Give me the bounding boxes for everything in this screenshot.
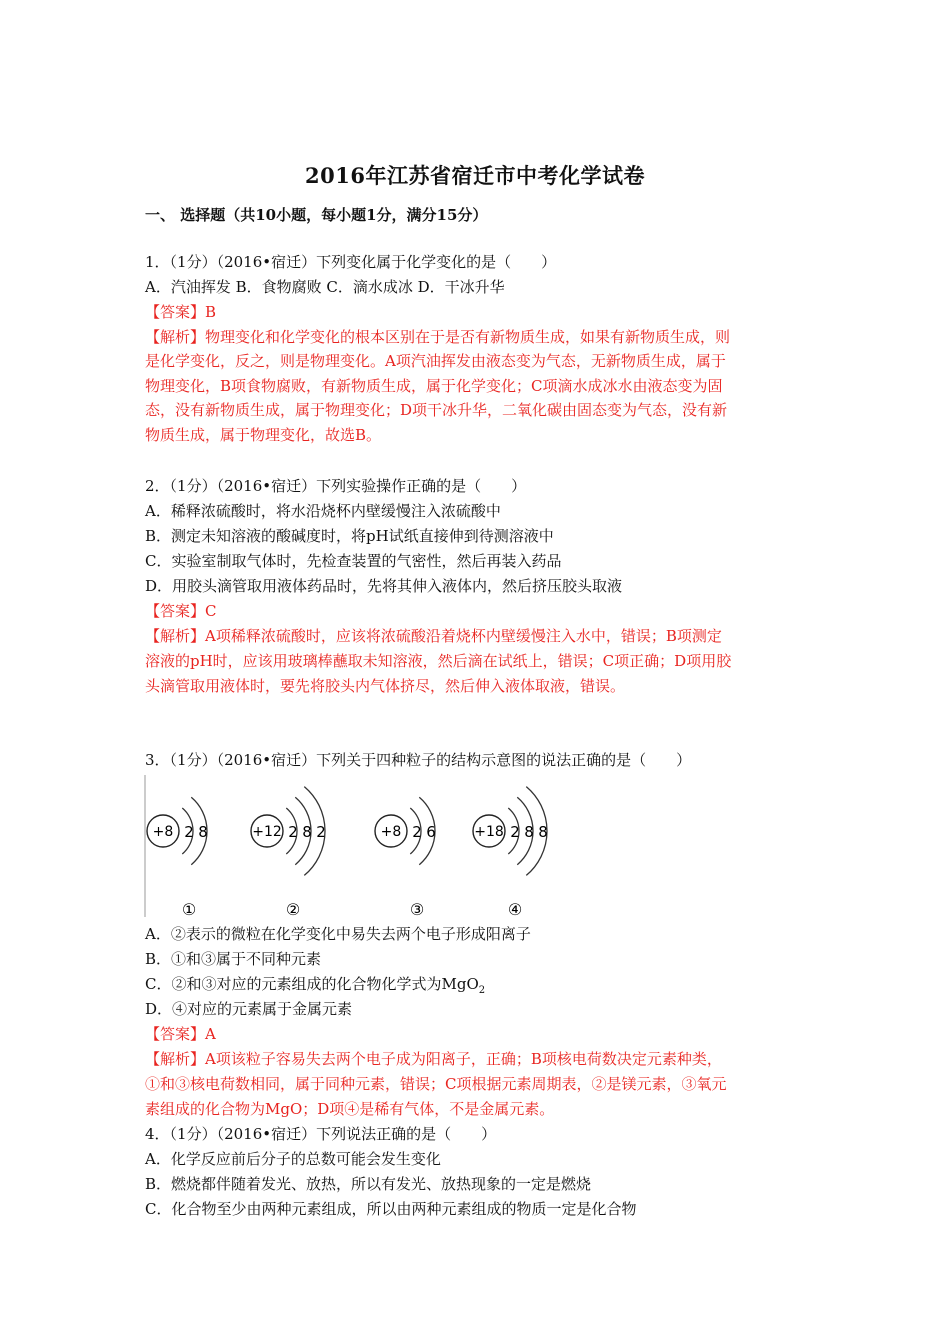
page-title: 2016年江苏省宿迁市中考化学试卷	[305, 163, 645, 188]
particle-diagram	[375, 797, 436, 919]
q1-analysis-line: 物质生成，属于物理变化，故选B。	[145, 426, 382, 444]
nucleus-charge: +8	[152, 824, 174, 840]
q1-stem: 1．（1分）（2016•宿迁）下列变化属于化学变化的是（ ）	[145, 253, 557, 271]
particle-label: ②	[285, 900, 301, 919]
particle-label: ④	[507, 900, 523, 919]
nucleus-charge: +12	[252, 824, 282, 840]
q1-analysis-line: 物理变化，B项食物腐败，有新物质生成，属于化学变化；C项滴水成冰水由液态变为固	[145, 377, 723, 395]
q4-option-c: C．化合物至少由两种元素组成，所以由两种元素组成的物质一定是化合物	[145, 1200, 637, 1218]
q2-option-d: D．用胶头滴管取用液体药品时，先将其伸入液体内，然后挤压胶头取液	[145, 577, 623, 595]
q3-stem: 3．（1分）（2016•宿迁）下列关于四种粒子的结构示意图的说法正确的是（ ）	[145, 751, 692, 769]
electron-count: 2	[412, 823, 422, 841]
q3-option-b: B．①和③属于不同种元素	[145, 950, 322, 968]
electron-count: 8	[538, 823, 548, 841]
q1-analysis-line: 态，没有新物质生成，属于物理变化；D项干冰升华，二氧化碳由固态变为气态，没有新	[145, 401, 728, 419]
q3-option-c-subscript: 2	[478, 985, 486, 996]
q4-stem: 4．（1分）（2016•宿迁）下列说法正确的是（ ）	[145, 1125, 497, 1143]
electron-count: 2	[510, 823, 520, 841]
q1-analysis-line: 【解析】物理变化和化学变化的根本区别在于是否有新物质生成，如果有新物质生成，则	[145, 328, 731, 346]
q2-option-a: A．稀释浓硫酸时，将水沿烧杯内壁缓慢注入浓硫酸中	[145, 502, 501, 520]
electron-count: 8	[524, 823, 534, 841]
q2-analysis-line: 溶液的pH时，应该用玻璃棒蘸取未知溶液，然后滴在试纸上，错误；C项正确；D项用胶	[145, 652, 732, 670]
q1-answer: 【答案】B	[145, 303, 217, 321]
particle-diagram	[147, 797, 208, 919]
q2-analysis-line: 头滴管取用液体时，要先将胶头内气体挤尽，然后伸入液体取液，错误。	[145, 677, 626, 695]
q2-option-b: B．测定未知溶液的酸碱度时，将pH试纸直接伸到待测溶液中	[145, 527, 554, 545]
q3-analysis-line: 【解析】A项该粒子容易失去两个电子成为阳离子，正确；B项核电荷数决定元素种类，	[145, 1050, 722, 1068]
electron-count: 8	[302, 823, 312, 841]
q3-analysis-line: ①和③核电荷数相同，属于同种元素，错误；C项根据元素周期表，②是镁元素，③氧元	[145, 1075, 727, 1093]
particle-diagram	[251, 787, 326, 919]
q1-analysis-line: 是化学变化，反之，则是物理变化。A项汽油挥发由液态变为气态，无新物质生成，属于	[145, 352, 726, 370]
q4-option-b: B．燃烧都伴随着发光、放热，所以有发光、放热现象的一定是燃烧	[145, 1175, 592, 1193]
q3-answer: 【答案】A	[145, 1025, 216, 1043]
q4-option-a: A．化学反应前后分子的总数可能会发生变化	[145, 1150, 441, 1168]
section-heading: 一、 选择题（共10小题，每小题1分，满分15分）	[145, 206, 488, 224]
electron-count: 2	[184, 823, 194, 841]
particle-label: ③	[409, 900, 425, 919]
q3-option-d: D．④对应的元素属于金属元素	[145, 1000, 353, 1018]
q2-stem: 2．（1分）（2016•宿迁）下列实验操作正确的是（ ）	[145, 477, 527, 495]
electron-count: 6	[426, 823, 436, 841]
particle-diagram	[473, 787, 548, 919]
electron-count: 2	[288, 823, 298, 841]
q1-options: A．汽油挥发 B．食物腐败 C．滴水成冰 D．干冰升华	[145, 278, 505, 296]
q3-option-c	[145, 974, 485, 1001]
q3-option-a: A．②表示的微粒在化学变化中易失去两个电子形成阳离子	[145, 925, 531, 943]
nucleus-charge: +18	[474, 824, 504, 840]
electron-count: 2	[316, 823, 326, 841]
electron-count: 8	[198, 823, 208, 841]
q3-option-c-text: C．②和③对应的元素组成的化合物化学式为MgO	[145, 975, 479, 993]
atomic-structure-diagram	[143, 773, 573, 919]
q2-option-c: C．实验室制取气体时，先检查装置的气密性，然后再装入药品	[145, 552, 562, 570]
nucleus-charge: +8	[380, 824, 402, 840]
particle-label: ①	[181, 900, 197, 919]
q2-analysis-line: 【解析】A项稀释浓硫酸时，应该将浓硫酸沿着烧杯内壁缓慢注入水中，错误；B项测定	[145, 627, 722, 645]
q2-answer: 【答案】C	[145, 602, 217, 620]
q3-analysis-line: 素组成的化合物为MgO；D项④是稀有气体，不是金属元素。	[145, 1100, 555, 1118]
